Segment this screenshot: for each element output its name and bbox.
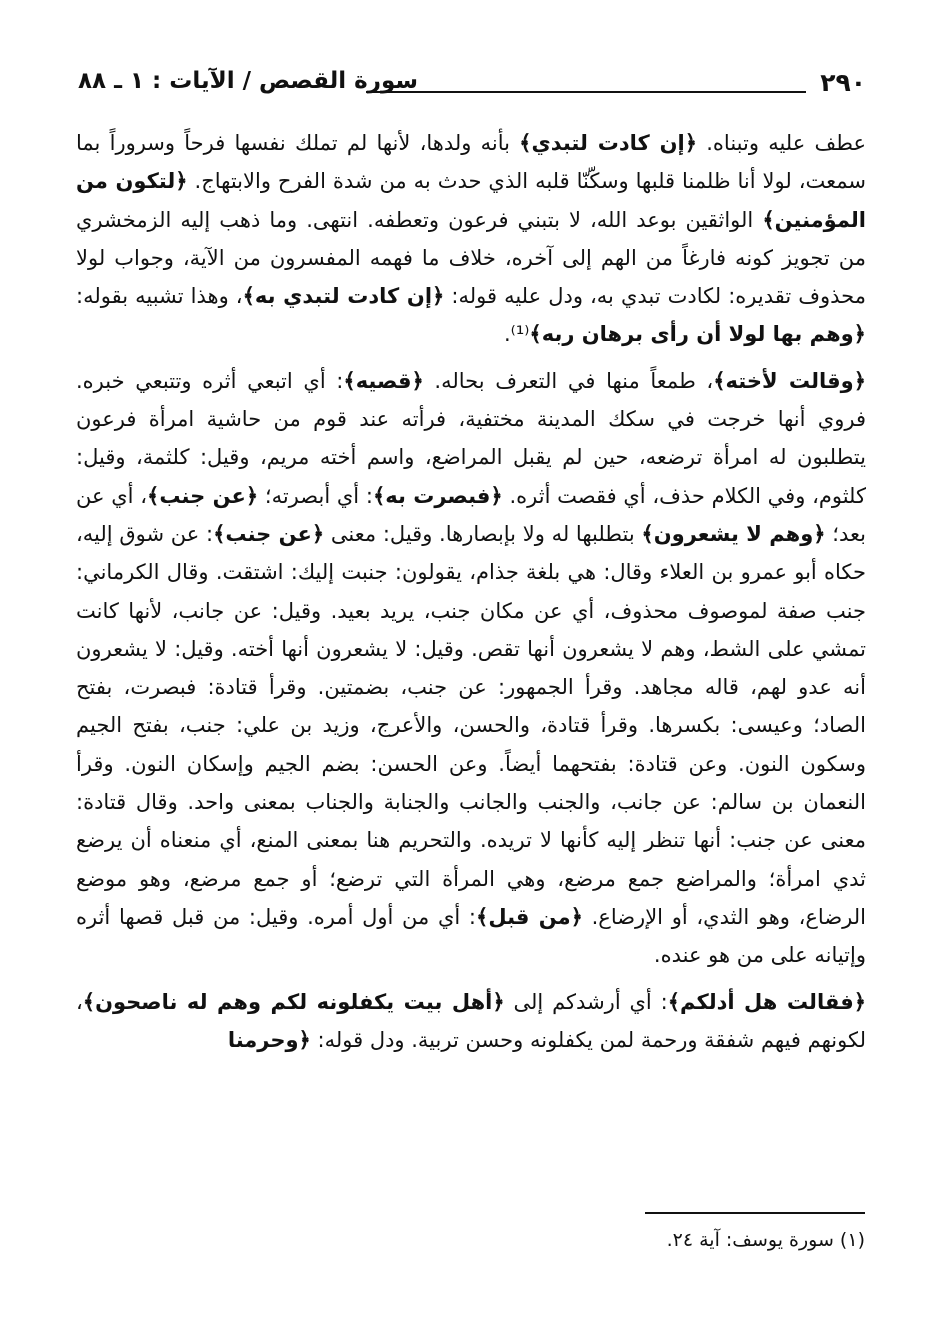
quran-quote: ﴿فبصرت به﴾ xyxy=(372,483,503,508)
page xyxy=(76,62,866,1059)
text-run: : أي اتبعي أثره وتتبعي خبره. فروي أنها خرجت في سكك المدينة مختفية، فرأته عند قوم من حاشية امرأة فرعون يتطلبون له امرأة ترضعه، حين لم يقبل المراضع، واسم أخته مريم، وقيل: كلثمة، وقيل: كلثوم، وفي الكلام حذف، أي فقصت أثره. xyxy=(76,368,867,508)
quran-quote: ﴿أهل بيت يكفلونه لكم وهم له ناصحون﴾ xyxy=(82,989,505,1014)
text-run: ، لكونهم فيهم شفقة ورحمة لمن يكفلونه وحسن تربية. ودل قوله: xyxy=(76,989,866,1052)
quran-quote: ﴿عن جنب﴾ xyxy=(147,483,259,508)
quran-quote: ﴿فقالت هل أدلكم﴾ xyxy=(667,989,866,1014)
running-title: سورة القصص / الآيات : ١ ـ ٨٨ xyxy=(78,68,419,94)
text-run: ، وهذا تشبيه بقوله: xyxy=(76,284,243,309)
text-run: عطف عليه وتبناه. xyxy=(697,131,866,155)
text-run: : أي أرشدكم إلى xyxy=(504,989,668,1014)
paragraph-2 xyxy=(76,362,866,975)
quran-quote: ﴿لتكون من المؤمنين﴾ xyxy=(76,169,866,232)
paragraph-3 xyxy=(76,983,866,1060)
main-text xyxy=(76,124,866,1059)
text-run: الواثقين بوعد الله، لا بتبني فرعون وتعطفه. انتهى. وما ذهب إليه الزمخشري من تجويز كونه فارغاً من الهم إلى آخره، خلاف ما فهمه المفسرون من الآية، وجواب لولا محذوف تقديره: لكادت تبدي به، ودل عليه قوله: xyxy=(76,207,866,309)
text-run: : عن شوق إليه، حكاه أبو عمرو بن العلاء وقال: هي بلغة جذام، يقولون: جنبت إليك: اشتقت. وقال الكرماني: جنب صفة لموصوف محذوف، أي عن مكان جنب، يريد بعيد. وقيل: عن جانب، لأنها كانت تمشي على الشط، وهم لا يشعرون أنها تقص. وقيل: لا يشعرون أنها أخته. وقيل: لا يشعرون أنه عدو لهم، قاله مجاهد. وقرأ الجمهور: عن جنب، بضمتين. وقرأ قتادة: فبصرت، بفتح الصاد؛ وعيسى: بكسرها. وقرأ قتادة، والحسن، والأعرج، وزيد بن علي: جنب، بفتح الجيم وسكون النون. وعن قتادة: بفتحهما أيضاً. وعن الحسن: بضم الجيم وإسكان النون. وقرأ النعمان بن سالم: عن جانب، والجنب والجانب والجنابة والجناب بمعنى واحد. وقال قتادة: معنى عن جنب: أنها تنظر إليه كأنها لا تريده. والتحريم هنا بمعنى المنع، أي منعناه أن يرضع ثدي امرأة؛ والمراضع جمع مرضع، وهي المرأة التي ترضع؛ أو جمع مرضع، وهو موضع الرضاع، وهو الثدي، أو الإرضاع. xyxy=(76,521,866,929)
footnote-rule xyxy=(645,1212,865,1214)
quran-quote: ﴿إن كادت لتبدي﴾ xyxy=(519,131,698,155)
text-run: ، أي عن بعد؛ xyxy=(76,483,866,546)
running-header xyxy=(76,62,866,104)
text-run: بتطلبها له ولا بإبصارها. وقيل: معنى xyxy=(324,521,642,546)
header-rule xyxy=(366,91,806,93)
page-number: ٢٩٠ xyxy=(820,68,866,97)
text-run: ⁽¹⁾. xyxy=(503,322,530,347)
text-run: ، طمعاً منها في التعرف بحاله. xyxy=(423,368,714,393)
text-run: بأنه ولدها، لأنها لم تملك نفسها فرحاً وسروراً بما سمعت، لولا أنا ظلمنا قلبها وسكّنّا قلبه الذي حدث به من شدة الفرح والابتهاج. xyxy=(76,131,866,194)
quran-quote: ﴿من قبل﴾ xyxy=(476,904,583,929)
text-run: : أي أبصرته؛ xyxy=(258,483,373,508)
text-run: : أي من أول أمره. وقيل: من قبل قصها أثره وإتيانه على من هو عنده. xyxy=(76,904,866,968)
quran-quote: ﴿قصيه﴾ xyxy=(343,368,424,393)
quran-quote: ﴿وقالت لأخته﴾ xyxy=(713,368,866,393)
quran-quote: ﴿عن جنب﴾ xyxy=(213,521,325,546)
quran-quote: ﴿وهم لا يشعرون﴾ xyxy=(641,521,826,546)
paragraph-1 xyxy=(76,124,866,354)
quran-quote: ﴿وهم بها لولا أن رأى برهان ربه﴾ xyxy=(529,322,866,347)
quran-quote: ﴿وحرمنا xyxy=(227,1027,311,1052)
quran-quote: ﴿إن كادت لتبدي به﴾ xyxy=(242,284,445,309)
footnote: (١) سورة يوسف: آية ٢٤. xyxy=(666,1229,865,1251)
